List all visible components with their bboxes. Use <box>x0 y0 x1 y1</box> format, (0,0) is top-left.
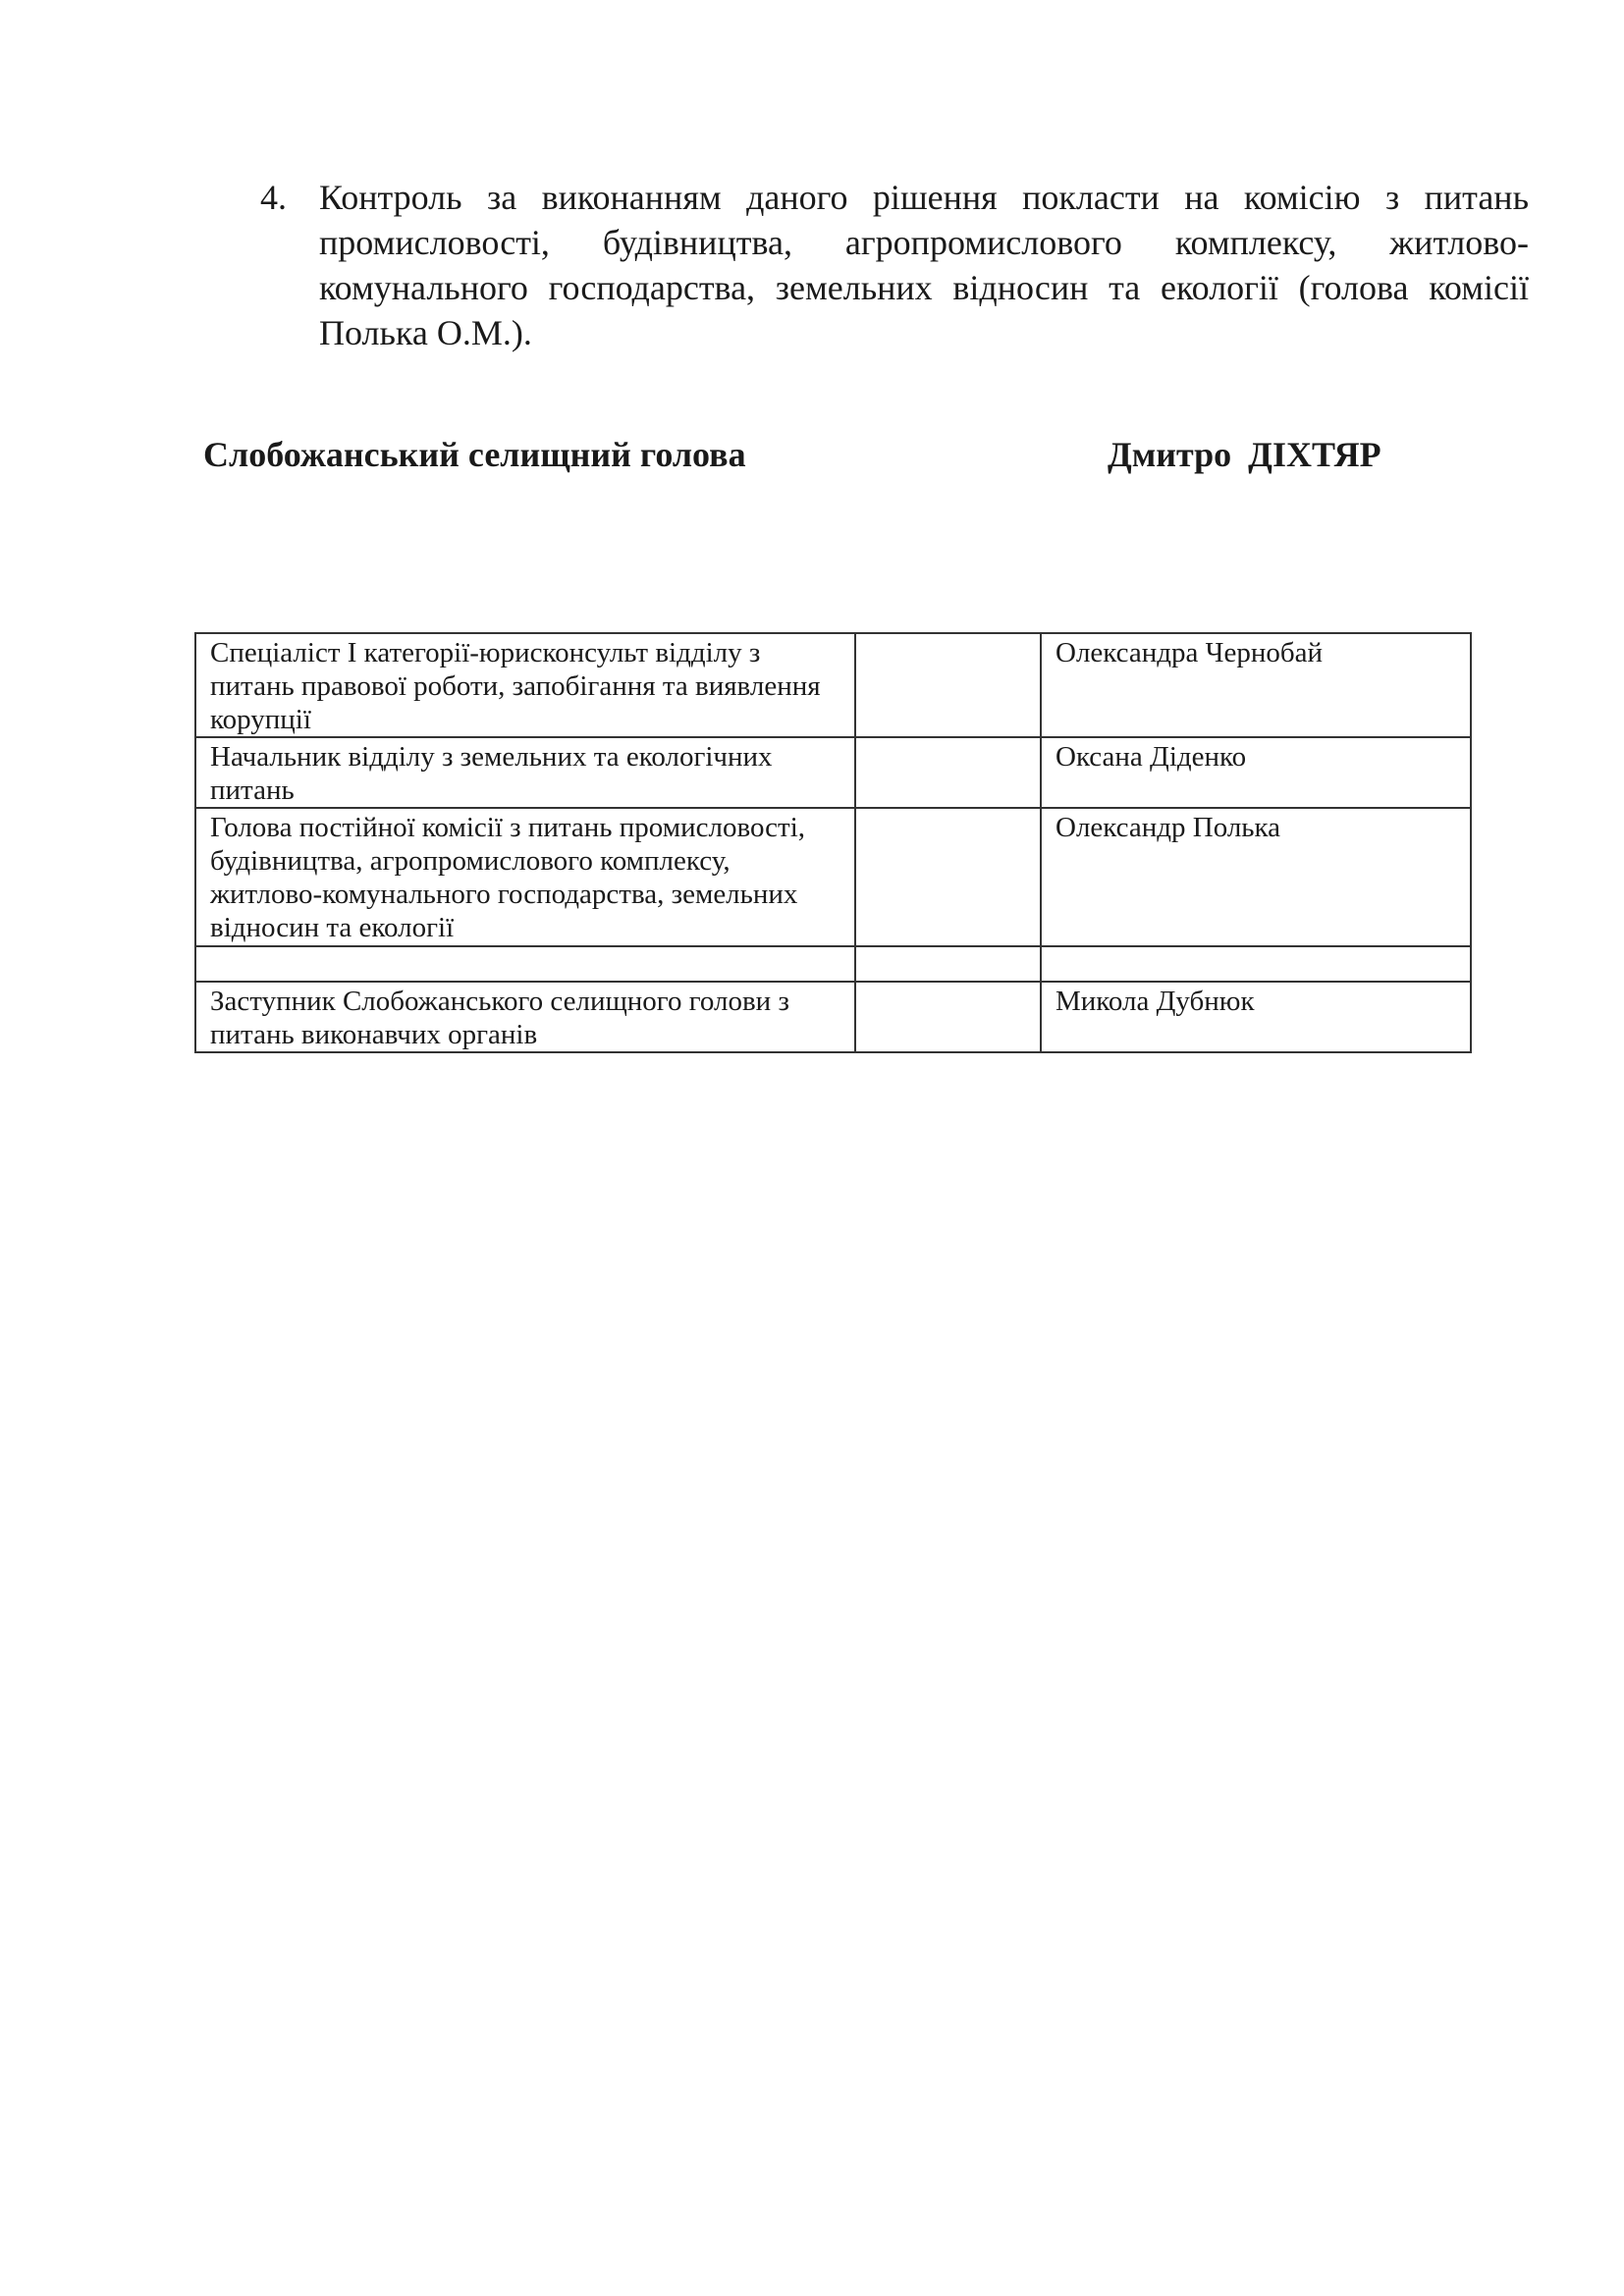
signature-cell <box>855 808 1041 946</box>
table-row <box>195 982 1471 1052</box>
signatory-title: Слобожанський селищний голова <box>203 435 746 474</box>
signatory-name: Дмитро ДІХТЯР <box>1108 435 1381 474</box>
name-cell: Микола Дубнюк <box>1041 982 1471 1052</box>
table-row <box>195 633 1471 737</box>
name-cell: Олександра Чернобай <box>1041 633 1471 737</box>
position-cell: Заступник Слобожанського селищного голови з питань виконавчих органів <box>195 982 855 1052</box>
table-row <box>195 737 1471 808</box>
name-cell: Оксана Діденко <box>1041 737 1471 808</box>
position-cell: Спеціаліст І категорії-юрисконсульт відділу з питань правової роботи, запобігання та виявлення корупції <box>195 633 855 737</box>
item-text: Контроль за виконанням даного рішення покласти на комісію з питань промисловості, будівництва, агропромислового комплексу, житлово-комунального господарства, земельних відносин та екології (голова комісії Полька О.М.). <box>319 178 1529 352</box>
signature-cell <box>855 946 1041 982</box>
decision-item-4 <box>260 175 1529 355</box>
position-cell <box>195 946 855 982</box>
table-row <box>195 808 1471 946</box>
signature-cell <box>855 982 1041 1052</box>
name-cell: Олександр Полька <box>1041 808 1471 946</box>
signature-cell <box>855 633 1041 737</box>
signature-cell <box>855 737 1041 808</box>
position-cell: Голова постійної комісії з питань промисловості, будівництва, агропромислового комплексу, житлово-комунального господарства, земельних відносин та екології <box>195 808 855 946</box>
position-cell: Начальник відділу з земельних та екологічних питань <box>195 737 855 808</box>
item-number: 4. <box>260 178 287 217</box>
name-cell <box>1041 946 1471 982</box>
approval-table <box>194 632 1472 1053</box>
table-row <box>195 946 1471 982</box>
